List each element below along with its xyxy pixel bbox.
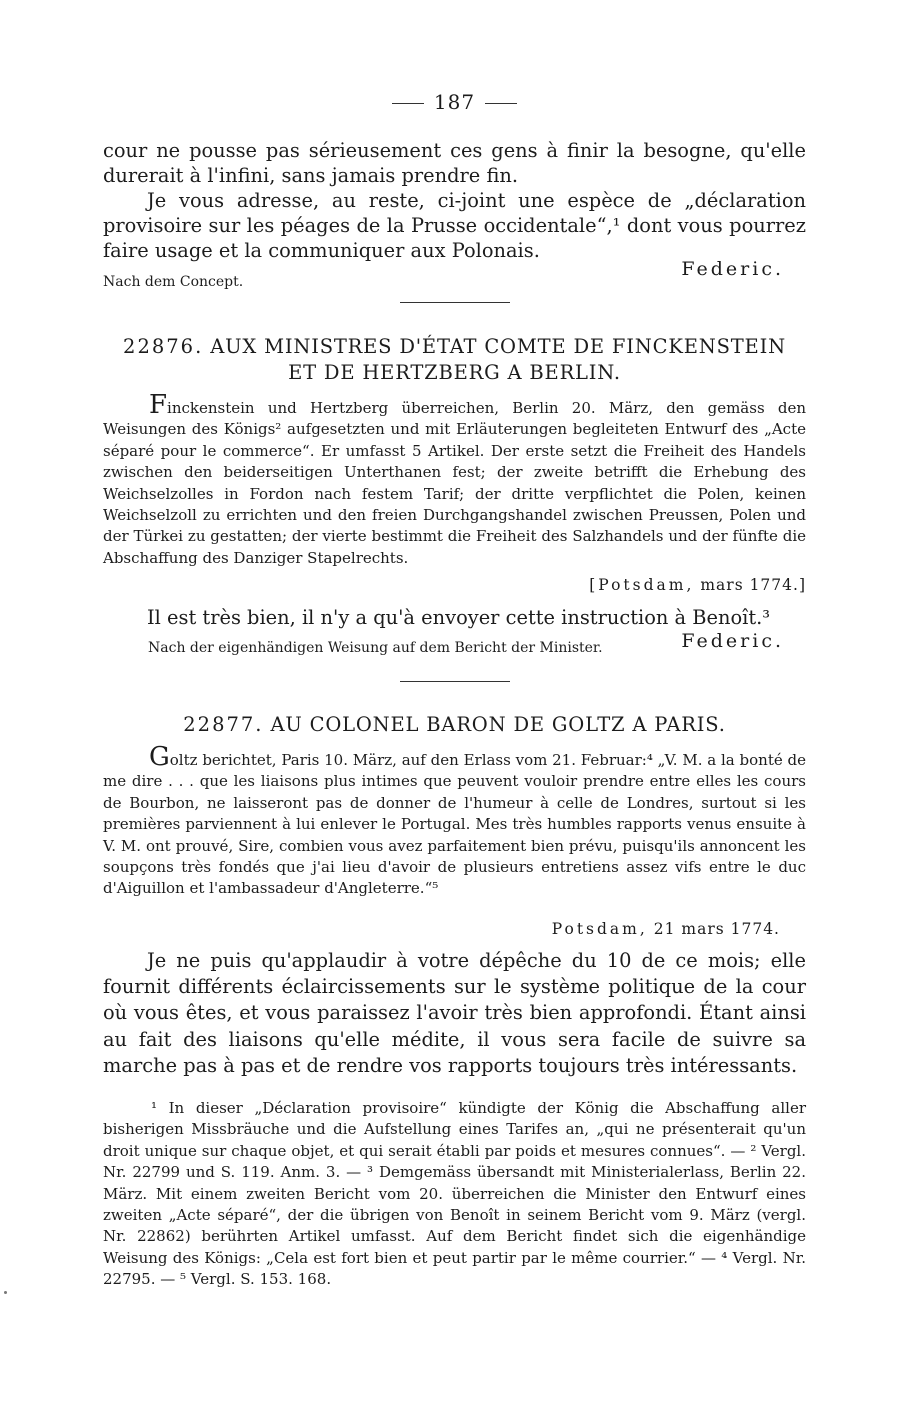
letter-22877-initial: G bbox=[149, 742, 170, 772]
letter-22877-date bbox=[552, 920, 780, 938]
letter-22876-summary-text bbox=[103, 390, 806, 569]
footnotes-text: ¹ In dieser „Déclaration provisoire“ kündigte der König die Abschaffung aller bisherigen Missbräuche und die Aufstellung eines Tarifes an, „qui ne présenterait qu'un droit unique sur chaque objet, et qui serait établi par poids et mesures connues“. — ² Vergl. Nr. 22799 und S. 119. Anm. 3. — ³ Demgemäss übersandt mit Ministerialerlass, Berlin 22. März. Mit einem zweiten Bericht vom 20. überreichen die Minister den Entwurf eines zweiten „Acte séparé“, der die übrigen von Benoît in seinem Bericht vom 9. März (vergl. Nr. 22862) berührten Artikel umfasst. Auf dem Bericht findet sich die eigenhändige Weisung des Königs: „Cela est fort bien et peut partir par le même courrier.“ — ⁴ Vergl. Nr. 22795. — ⁵ Vergl. S. 153. 168. bbox=[103, 1099, 806, 1289]
letter-22876-date-rest: mars 1774.] bbox=[700, 576, 806, 594]
header-dash-left bbox=[392, 103, 424, 104]
continuation-source-note: Nach dem Concept. bbox=[103, 274, 244, 290]
page-number: 187 bbox=[433, 90, 476, 114]
letter-22877-date-rest: 21 mars 1774. bbox=[653, 920, 780, 938]
letter-22877-date-place: Potsdam, bbox=[551, 920, 648, 938]
letter-22877-summary-text bbox=[103, 742, 806, 900]
letter-22876-signature: Federic. bbox=[681, 630, 784, 652]
letter-22877-title: AU COLONEL BARON DE GOLTZ A PARIS. bbox=[270, 713, 726, 736]
continuation-paragraph-1: cour ne pousse pas sérieusement ces gens à finir la besogne, qu'elle durerait à l'infini, sans jamais prendre fin. bbox=[103, 139, 806, 187]
letter-22877-summary bbox=[103, 742, 806, 900]
letter-22877-body-text: Je ne puis qu'applaudir à votre dépêche du 10 de ce mois; elle fournit différents éclaircissements sur le système politique de la cour où vous êtes, et vous paraissez l'avoir très bien approfondi. Étant ainsi au fait des liaisons qu'elle médite, il vous sera facile de suivre sa marche pas à pas et de rendre vos rapports toujours très intéressants. bbox=[103, 949, 806, 1077]
letter-22876-date bbox=[589, 576, 806, 594]
header-dash-right bbox=[485, 103, 517, 104]
letter-22876-summary bbox=[103, 390, 806, 569]
letter-22877-body bbox=[103, 948, 806, 1079]
letter-22876-summary-body: inckenstein und Hertzberg überreichen, Berlin 20. März, den gemäss den Weisungen des Königs² aufgesetzten und mit Erläuterungen begleiteten Entwurf des „Acte séparé pour le commerce“. Er umfasst 5 Artikel. Der erste setzt die Freiheit des Handels zwischen den beiderseitigen Unterthanen fest; der zweite betrifft die Erhebung des Weichselzolles in Fordon nach festem Tarif; der dritte verpflichtet die Polen, keinen Weichselzoll zu errichten und den freien Durchgangshandel zwischen Preussen, Polen und der Türkei zu gestatten; der vierte bestimmt die Freiheit des Salzhandels und der fünfte die Abschaffung des Danziger Stapelrechts. bbox=[103, 399, 806, 567]
letter-22876-source-note: Nach der eigenhändigen Weisung auf dem Bericht der Minister. bbox=[148, 640, 603, 656]
letter-22876-title-line-1: AUX MINISTRES D'ÉTAT COMTE DE FINCKENSTEIN bbox=[210, 335, 786, 358]
letter-22876-initial: F bbox=[149, 390, 168, 420]
separator-rule-2 bbox=[400, 681, 510, 682]
letter-22876-title-line-2: ET DE HERTZBERG A BERLIN. bbox=[288, 361, 621, 384]
footnotes bbox=[103, 1098, 806, 1291]
continuation-signature: Federic. bbox=[681, 258, 784, 280]
letter-22876-body: Il est très bien, il n'y a qu'à envoyer cette instruction à Benoît.³ bbox=[147, 606, 771, 629]
continuation-text bbox=[103, 138, 806, 263]
separator-rule-1 bbox=[400, 302, 510, 303]
letter-22876-heading bbox=[103, 334, 806, 386]
scan-speck bbox=[4, 1291, 7, 1294]
letter-22877-number: 22877. bbox=[183, 713, 264, 736]
letter-22877-summary-body: oltz berichtet, Paris 10. März, auf den Erlass vom 21. Februar:⁴ „V. M. a la bonté de me dire . . . que les liaisons plus intimes que peuvent vouloir prendre entre elles les cours de Bourbon, ne laisseront pas de donner de l'humeur à celle de Londres, surtout si les premières parviennent à lui enlever le Portugal. Mes très humbles rapports venus ensuite à V. M. ont prouvé, Sire, combien vous avez parfaitement bien prévu, puisqu'ils annoncent les soupçons très fondés que j'ai lieu d'avoir de plusieurs entretiens assez vifs entre le duc d'Aiguillon et l'ambassadeur d'Angleterre.“⁵ bbox=[103, 751, 806, 898]
page-header bbox=[103, 90, 806, 114]
letter-22877-heading bbox=[103, 712, 806, 738]
continuation-paragraph-2: Je vous adresse, au reste, ci-joint une espèce de „déclaration provisoire sur les péages de la Prusse occidentale“,¹ dont vous pourrez faire usage et la communiquer aux Polonais. bbox=[103, 189, 806, 262]
letter-22876-number: 22876. bbox=[123, 335, 204, 358]
letter-22876-date-place: [Potsdam, bbox=[589, 576, 695, 594]
